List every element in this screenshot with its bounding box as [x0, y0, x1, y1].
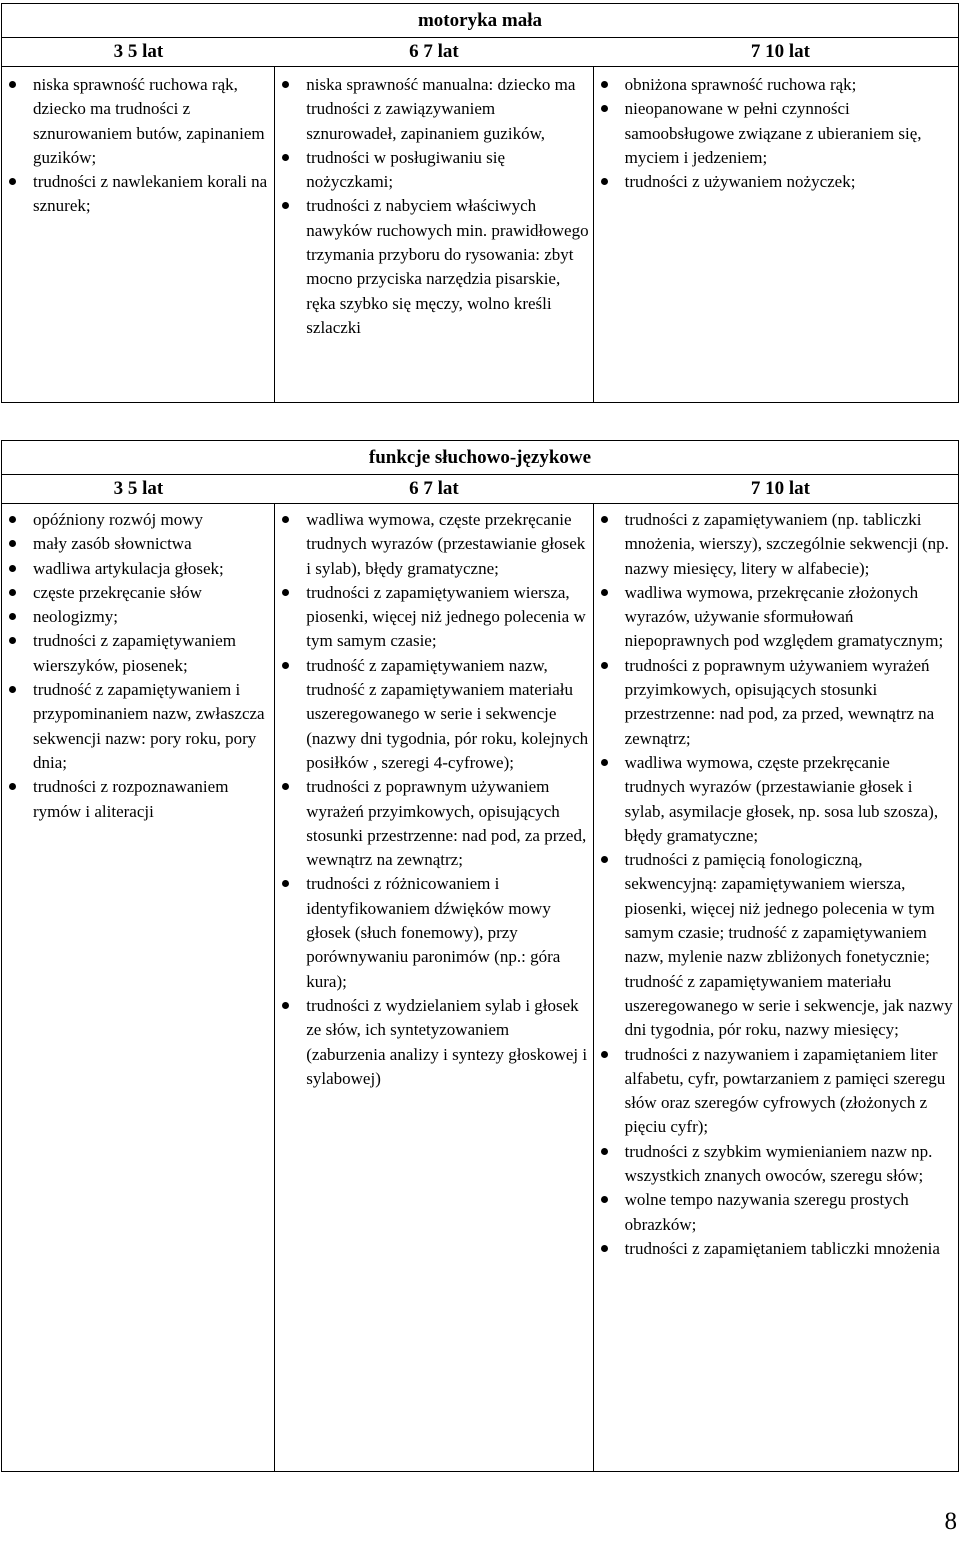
age-header-7-10: 7 10 lat [593, 475, 958, 504]
list-item [275, 73, 592, 146]
age-header-6-7: 6 7 lat [275, 475, 593, 504]
motor-skills-table [1, 3, 959, 403]
bullet-icon [601, 1051, 608, 1058]
bullet-icon [601, 759, 608, 766]
list-item-text: trudności z zapamiętywaniem wierszyków, piosenek; [33, 631, 236, 675]
auditory-language-title: funkcje słuchowo-językowe [2, 441, 959, 475]
list-item [594, 1237, 958, 1261]
list-item [2, 532, 274, 556]
bullet-icon [9, 516, 16, 523]
list-item [275, 654, 592, 775]
list-item-text: mały zasób słownictwa [33, 534, 192, 554]
list-item-text: wolne tempo nazywania szeregu prostych obrazków; [624, 1190, 909, 1234]
list-item [275, 581, 592, 654]
list-item [2, 775, 274, 824]
bullet-icon [282, 589, 289, 596]
bullet-icon [282, 880, 289, 887]
list-item-text: wadliwa wymowa, częste przekręcanie trudnych wyrazów (przestawianie głosek i sylab, asymilacje głosek, np. sosa lub szosza), błędy gramatyczne; [624, 752, 939, 845]
list-item [2, 629, 274, 678]
bullet-icon [9, 81, 16, 88]
list-item-text: trudności z rozpoznawaniem rymów i aliteracji [33, 777, 229, 821]
list-item [594, 848, 958, 1042]
list-item [275, 146, 592, 195]
bullet-icon [601, 516, 608, 523]
list-item-text: wadliwa wymowa, przekręcanie złożonych wyrazów, używanie sformułowań niepoprawnych pod względem gramatycznym; [624, 582, 944, 651]
list-item-text: wadliwa wymowa, częste przekręcanie trudnych wyrazów (przestawianie głosek i sylab), błędy gramatyczne; [306, 510, 586, 578]
list-item-text: trudności z wydzielaniem sylab i głosek ze słów, ich syntetyzowaniem (zaburzenia analizy i syntezy głoskowej i sylabowej) [306, 995, 588, 1088]
list-item [2, 605, 274, 629]
list-item-text: trudności z nazywaniem i zapamiętaniem liter alfabetu, cyfr, powtarzaniem z pamięci szeregu słów oraz szeregów cyfrowych (złożonych z pięciu cyfr); [624, 1044, 946, 1137]
list-item [275, 508, 592, 581]
bullet-icon [9, 589, 16, 596]
list-item [594, 73, 958, 97]
bullet-icon [282, 516, 289, 523]
bullet-icon [9, 637, 16, 644]
bullet-icon [9, 178, 16, 185]
page-number: 8 [944, 1508, 957, 1535]
bullet-icon [9, 613, 16, 620]
bullet-icon [9, 565, 16, 572]
bullet-icon [601, 856, 608, 863]
list-item-text: trudności z poprawnym używaniem wyrażeń przyimkowych, opisujących stosunki przestrzenne: nad pod, za przed, wewnątrz na zewnątrz; [306, 777, 587, 870]
list-item-text: trudności z nawlekaniem korali na sznurek; [33, 172, 268, 216]
list-item-text: niska sprawność manualna: dziecko ma trudności z zawiązywaniem sznurowadeł, zapinaniem guzików, [306, 75, 576, 143]
list-item-text: trudności w posługiwaniu się nożyczkami; [306, 147, 506, 192]
list-item [2, 508, 274, 532]
list-item [2, 73, 274, 170]
bullet-icon [282, 154, 289, 161]
age-header-3-5: 3 5 lat [2, 475, 275, 504]
list-item-text: opóźniony rozwój mowy [33, 510, 203, 529]
list-item [2, 581, 274, 605]
list-item [275, 872, 592, 993]
list-item-text: trudności z zapamiętywaniem wiersza, piosenki, więcej niż jednego polecenia w tym samym czasie; [306, 582, 586, 651]
list-item-text: trudności z szybkim wymienianiem nazw np. wszystkich znanych owoców, szeregu słów; [624, 1141, 933, 1186]
list-item-text: częste przekręcanie słów [33, 582, 202, 602]
bullet-icon [601, 589, 608, 596]
list-item-text: trudności z nabyciem właściwych nawyków ruchowych min. prawidłowego trzymania przyboru do rysowania: zbyt mocno przyciska narzędzia pisarskie, ręka szybko się męczy, wolno kreśli szlaczki [306, 196, 589, 337]
list-item-text: trudności z zapamiętywaniem (np. tabliczki mnożenia, wierszy), szczególnie sekwencji (np. nazwy miesięcy, litery w alfabecie); [624, 510, 949, 578]
list-item-text: neologizmy; [33, 607, 118, 627]
age-header-3-5: 3 5 lat [2, 38, 275, 67]
bullet-icon [282, 81, 289, 88]
list-item [275, 194, 592, 340]
bullet-icon [9, 540, 16, 547]
list-item [594, 1043, 958, 1140]
list-item [594, 751, 958, 848]
bullet-icon [601, 81, 608, 88]
list-item [594, 97, 958, 170]
bullet-icon [9, 783, 16, 790]
list-item [594, 1140, 958, 1189]
age-header-7-10: 7 10 lat [593, 38, 958, 67]
bullet-icon [601, 105, 608, 112]
bullet-icon [282, 1002, 289, 1009]
bullet-icon [282, 202, 289, 209]
bullet-icon [282, 783, 289, 790]
list-item-text: trudności z zapamiętaniem tabliczki mnożenia [624, 1238, 940, 1258]
list-item [594, 654, 958, 751]
bullet-icon [601, 1245, 608, 1252]
motor-col-7-10 [593, 67, 958, 403]
list-item-text: trudności z używaniem nożyczek; [624, 172, 856, 192]
speech-col-3-5 [2, 504, 275, 1472]
bullet-icon [601, 178, 608, 185]
list-item-text: nieopanowane w pełni czynności samoobsługowe związane z ubieraniem się, myciem i jedzeniem; [624, 99, 922, 167]
list-item [594, 1188, 958, 1237]
bullet-icon [601, 1148, 608, 1155]
bullet-icon [601, 662, 608, 669]
list-item [275, 775, 592, 872]
bullet-icon [282, 662, 289, 669]
list-item-text: trudność z zapamiętywaniem i przypominaniem nazw, zwłaszcza sekwencji nazw: pory roku, pory dnia; [33, 680, 265, 772]
list-item-text: wadliwa artykulacja głosek; [33, 558, 224, 578]
list-item-text: trudności z poprawnym używaniem wyrażeń przyimkowych, opisujących stosunki przestrzenne: nad pod, za przed, wewnątrz na zewnątrz; [624, 655, 935, 748]
list-item-text: trudności z różnicowaniem i identyfikowaniem dźwięków mowy głosek (słuch fonemowy), przy porównywaniu paronimów (np.: góra kura); [306, 874, 561, 991]
list-item-text: niska sprawność ruchowa rąk, dziecko ma trudności z sznurowaniem butów, zapinaniem guzików; [33, 75, 265, 167]
list-item [2, 170, 274, 219]
list-item-text: trudność z zapamiętywaniem nazw, trudność z zapamiętywaniem materiału uszeregowanego w serie i sekwencje (nazwy dni tygodnia, pór roku, kolejnych posiłków , szeregi 4-cyfrowe); [306, 655, 589, 772]
list-item [594, 170, 958, 194]
motor-col-3-5 [2, 67, 275, 403]
speech-col-6-7 [275, 504, 593, 1472]
auditory-language-table [1, 440, 959, 1472]
age-header-6-7: 6 7 lat [275, 38, 593, 67]
bullet-icon [601, 1196, 608, 1203]
list-item [594, 581, 958, 654]
list-item-text: obniżona sprawność ruchowa rąk; [624, 75, 857, 94]
motor-col-6-7 [275, 67, 593, 403]
list-item [2, 678, 274, 775]
list-item [2, 557, 274, 581]
list-item [275, 994, 592, 1091]
motor-skills-title: motoryka mała [2, 4, 959, 38]
speech-col-7-10 [593, 504, 958, 1472]
list-item [594, 508, 958, 581]
bullet-icon [9, 686, 16, 693]
list-item-text: trudności z pamięcią fonologiczną, sekwencyjną: zapamiętywaniem wiersza, piosenki, więcej niż jednego polecenia w tym samym czasie; trudność z zapamiętywaniem nazw, mylenie nazw zbliżonych fonetycznie; trudność z zapamiętywaniem materiału uszeregowanego w serie i sekwencje, jak nazwy dni tygodnia, pór roku, nazwy miesięcy; [624, 850, 953, 1040]
